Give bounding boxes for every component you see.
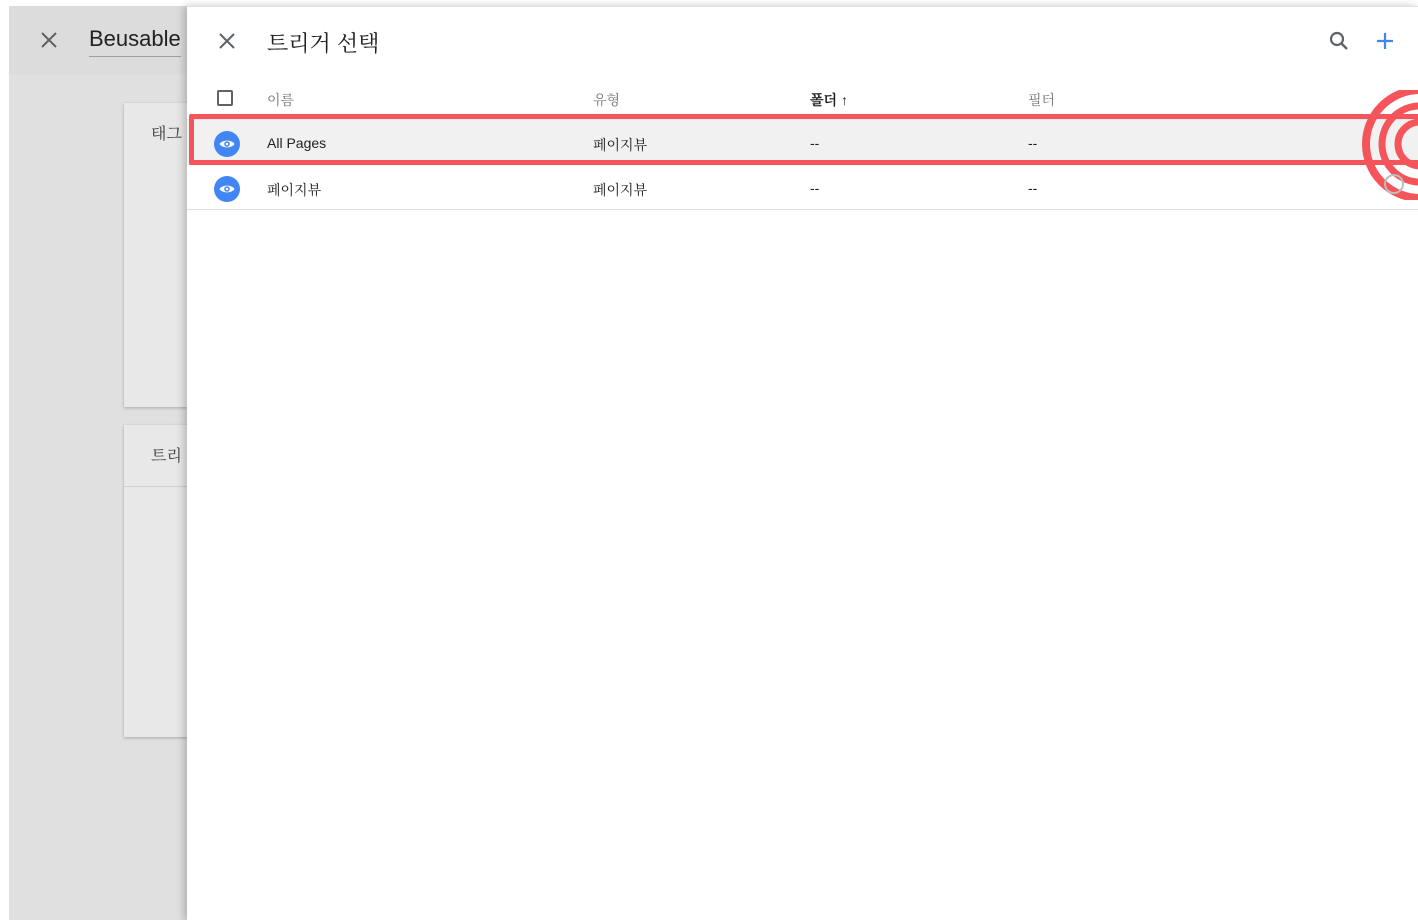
- background-header: [9, 6, 188, 74]
- table-row[interactable]: [187, 119, 1418, 164]
- row-name: 페이지뷰: [267, 182, 322, 198]
- column-header-filter[interactable]: 필터: [1028, 92, 1056, 108]
- background-close-icon[interactable]: [37, 28, 61, 52]
- tag-card-title: 태그: [151, 126, 182, 143]
- row-folder: --: [810, 180, 820, 196]
- left-strip: [0, 0, 9, 920]
- add-icon[interactable]: [1373, 29, 1397, 53]
- eye-icon: [214, 176, 240, 202]
- row-folder: --: [810, 135, 820, 151]
- row-filter: --: [1028, 135, 1038, 151]
- tag-config-card[interactable]: [124, 103, 188, 407]
- column-header-type[interactable]: 유형: [593, 92, 621, 108]
- panel-header: [187, 7, 1418, 75]
- close-icon[interactable]: [215, 29, 239, 53]
- panel-title: 트리거 선택: [267, 31, 380, 56]
- trigger-card[interactable]: [124, 425, 188, 737]
- trigger-select-panel: [187, 6, 1418, 920]
- search-icon[interactable]: [1327, 29, 1351, 53]
- row-name: All Pages: [267, 135, 327, 151]
- eye-icon: [214, 131, 240, 157]
- trigger-card-title: 트리: [151, 448, 182, 465]
- row-filter: --: [1028, 180, 1038, 196]
- background-title[interactable]: Beusable: [89, 26, 181, 57]
- table-header: [187, 75, 1418, 119]
- trigger-table: [187, 75, 1418, 210]
- background-body: [9, 74, 188, 920]
- table-row[interactable]: [187, 164, 1418, 210]
- card-divider: [124, 486, 188, 487]
- row-type: 페이지뷰: [593, 182, 648, 198]
- select-all-checkbox[interactable]: [217, 90, 233, 106]
- column-header-name[interactable]: 이름: [267, 92, 295, 108]
- row-type: 페이지뷰: [593, 137, 648, 153]
- column-header-folder[interactable]: 폴더 ↑: [810, 92, 848, 108]
